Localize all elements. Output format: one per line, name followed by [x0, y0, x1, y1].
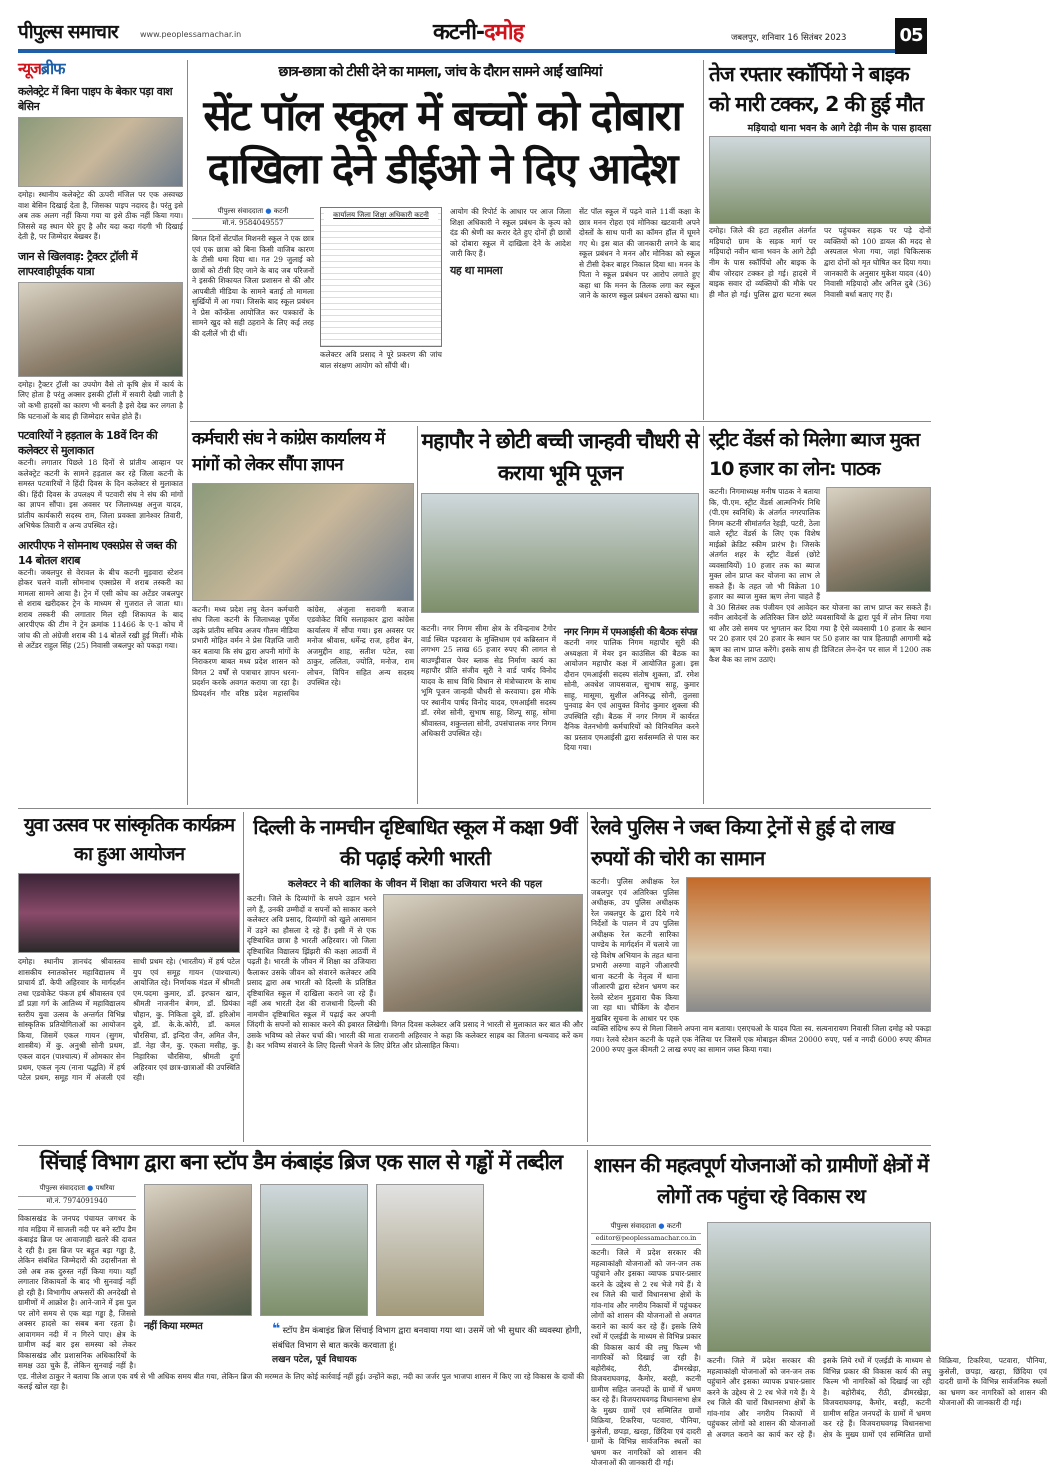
- yuva-headline: युवा उत्सव पर सांस्कृतिक कार्यक्रम का हुआ आयोजन: [23, 815, 235, 865]
- shasan-headline: शासन की महत्वपूर्ण योजनाओं को ग्रामीणों क्षेत्रों में लोगों तक पहुंचा रहे विकास रथ: [593, 1153, 929, 1208]
- quote-icon: ❝: [272, 1321, 281, 1338]
- vendors-headline: स्ट्रीट वेंडर्स को मिलेगा ब्याज मुक्त 10 हजार का लोन: पाठक: [709, 429, 920, 480]
- editor-email[interactable]: editor@peoplessamachar.co.in: [591, 1234, 701, 1245]
- delhi-text: कटनी। जिले के दिव्यांगों के सपने उड़ान भरने लगे हैं, उनकी उम्मीदों व सपनों को साकार करने कलेक्टर अवि प्रसाद, दिव्यांगों को खुले आसमान में उड़ने का हौसला दे रहे हैं। इसी में से एक दृष्टिबाधित छात्रा है भारती अहिरवार। जो जिला दृष्टिबाधित विद्यालय झिंझरी की कक्षा आठवीं में पढ़ती है। भारती के जीवन में शिक्षा का उजियारा फैलाकर उसके जीवन को संवारने कलेक्टर अवि प्रसाद द्वारा अब भारती को दिल्ली के प्रतिष्ठित दृष्टिबाधित स्कूल में दाखिला कराने जा रहे हैं। नहीं अब भारती देश की राजधानी दिल्ली की नामचीन दृष्टिबाधित स्कूल में पढ़ाई कर अपनी जिंदगी के सपनों को साकार करने की इबारत लिखेगी। विगत दिवस कलेक्टर अवि प्रसाद ने भारती से मुलाकात कर बात की और उसके भविष्य को लेकर चर्चा की। भारती की माता राजरानी अहिरवार ने कहा कि कलेक्टर साहब का जितना धन्यवाद करें कम है। कर भविष्य संवारने के लिए दिल्ली भेजने के लिए प्रेरित और प्रोत्साहित किया।: [247, 894, 583, 1051]
- lead-text-part: सेंट पॉल स्कूल में पढ़ने वाले 11वीं कक्षा के छात्र मनन रोहरा एवं मोनिका खटवानी अपने दोस्तों के साथ पानी का कॉमन हॉल में घूमने गए थे। इस बात की जानकारी लगने के बाद स्कूल प्रबंधन ने मनन और मोनिका को स्कूल से टीसी देकर बाहर निकाल दिया था। मनन के पिता ने स्कूल प्रबंधन पर आरोप लगाते हुए कहा था कि मनन के तिलक लगा कर स्कूल जाने के कारण स्कूल प्रबंधन उसको खफा था।: [579, 207, 700, 301]
- scorpio-story: [709, 60, 931, 418]
- railway-article: [591, 877, 931, 1137]
- lead-story: [192, 207, 700, 417]
- scorpio-headline: तेज रफ्तार स्कॉर्पियो ने बाइक को मारी टक्कर, 2 की हुई मौत: [709, 62, 924, 116]
- accident-photo: [709, 136, 931, 224]
- damaged-bridge-photo-1: [144, 1184, 252, 1316]
- section-damoh: दमोह: [484, 20, 524, 45]
- brief-text: दमोह। ट्रैक्टर ट्रॉली का उपयोग वैसे तो कृषि क्षेत्र में कार्य के लिए होता है परंतु अक्सर इसकी ट्रॉली में सवारी देखी जाती है जो कभी हादसों का कारण भी बनती है इसे देख कर लगता है कि घटनाओं के बाद ही जिम्मेदार सचेत होते हैं।: [18, 379, 183, 421]
- shasan-text-part: कटनी। जिले में प्रदेश सरकार की महत्वाकांक्षी योजनाओं को जन-जन तक पहुंचाने और इसका व्यापक प्रचार-प्रसार करने के उद्देश्य से 2 रथ भेजे गये हैं। ये रथ जिले की चारों विधानसभा क्षेत्रों के गांव-गांव और नगरीय निकायों में पहुंचकर लोगों को शासन की योजनाओं से अवगत कराने का कार्य कर रहे हैं। इसके लिये रथों में एलईडी के माध्यम से विभिन्न प्रकार की विकास कार्य की लघु फिल्म भी नागरिकों को दिखाई जा रही है। बहोरीबंद, रीठी, ढीमरखेड़ा, विजयराघवगढ़, कैमोर, बरही, कटनी ग्रामीण सहित जनपदों के ग्रामों में भ्रमण कर रहे हैं। विजयराघवगढ़ विधानसभा क्षेत्र के मुख्य ग्रामों एवं सम्मिलित ग्रामों विक्रिया, टिकरिया, पटवारा, पौनिया, कुसेली, छपड़ा, खरहा, छिंदिया एवं दादरी ग्रामों के विभिन्न सार्वजनिक स्थलों का भ्रमण कर नागरिकों को शासन की योजनाओं की जानकारी दी गई।: [707, 1356, 1047, 1439]
- railway-headline: रेलवे पुलिस ने जब्त किया ट्रेनों से हुई दो लाख रुपयों की चोरी का सामान: [591, 815, 894, 870]
- quote-author: लखन पटेल, पूर्व विधायक: [272, 1355, 357, 1366]
- tractor-trolley-photo: [18, 282, 183, 377]
- manish-pathak-photo: [826, 487, 931, 592]
- bhoomi-pujan-photo: [421, 493, 699, 613]
- wash-basin-photo: [18, 117, 183, 187]
- website-link[interactable]: www.peoplessamachar.in: [140, 30, 242, 39]
- karmchari-headline: कर्मचारी संघ ने कांग्रेस कार्यालय में मांगों को लेकर सौंपा ज्ञापन: [192, 429, 385, 476]
- delhi-subheadline: कलेक्टर ने की बालिका के जीवन में शिक्षा का उजियारा भरने की पहल: [287, 879, 543, 890]
- column-divider: [243, 812, 244, 1142]
- karmchari-text: कटनी। मध्य प्रदेश लघु वेतन कर्मचारी संघ जिला कटनी के जिलाध्यक्ष पूर्णेश उइके प्रांतीय सचिव अजय गौतम मीडिया प्रभारी मोहित वर्मन ने प्रेस विज्ञप्ति जारी कर बताया कि संघ द्वारा अपनी मांगों के निराकरण बाबत मध्य प्रदेश शासन को विगत 2 वर्षों से पत्राचार ज्ञापन धरना-प्रदर्शन करके अवगत कराया जा रहा है। प्रियदर्शन गौर वरिष्ठ प्रदेश महासचिव कांग्रेस, अंजुला सरावगी बजाज एडवोकेट विधि सलाहकार द्वारा कांग्रेस कार्यालय में सौंपा गया। इस अवसर पर मनोज श्रीवास, धर्मेन्द्र राज, हरीश बेन, अजमुद्दीन शाह, सतीश पटेल, रवा ठाकुर, ललिता, ज्योति, मनोज, राम लोचन, विपिन सहित अन्य सदस्य उपस्थित रहे।: [192, 604, 414, 698]
- page-number: 05: [895, 18, 927, 54]
- brief-text: कटनी। लगातार पिछले 18 दिनों से प्रांतीय आव्हान पर कलेक्ट्रेट कटनी के सामने हड़ताल कर रहे जिला कटनी के समस्त पटवारियों ने हिंदी दिवस के दिन कलेक्टर से मुलाकात की। हिंदी दिवस के उपलक्ष्य में पटवारी संघ ने संघ की मांगों का ज्ञापन सौंपा। इस अवसर पर जिलाध्यक्ष अनुज यादव, प्रांतीय कार्यकारी सदस्य राम, जिला प्रवक्ता ज्ञानेश्वर तिवारी, अभिषेक तिवारी व अन्य उपस्थित रहे।: [18, 458, 183, 531]
- delhi-article: [247, 894, 583, 1128]
- delhi-headline: दिल्ली के नामचीन दृष्टिबाधित स्कूल में कक्षा 9वीं की पढ़ाई करेगी भारती: [253, 815, 577, 870]
- yuva-utsav-photo: [18, 873, 240, 953]
- lead-kicker: छात्र-छात्रा को टीसी देने का मामला, जांच के दौरान सामने आईं खामियां: [278, 64, 602, 80]
- news-brief-column: [18, 60, 183, 805]
- dateline: जबलपुर, शनिवार 16 सितंबर 2023: [731, 33, 847, 43]
- sinchai-text: विकासखंड के जनपद पंचायत जगथर के गांव मड़िया में साजली नदी पर बने स्टॉप डैम कंबाइंड ब्रिज पर आवाजाही खतरे की दावत दे रही है। इस ब्रिज पर बहुत बड़ा गड्ढा है, लेकिन संबंधित जिम्मेदारों की उदासीनता से उसे अब तक दुरुस्त नहीं किया गया। यहाँ लगातार शिकायतों के बाद भी सुनवाई नहीं हो रही है। विभागीय अफसरों की अनदेखी से ग्रामीणों में आक्रोश है। आने-जाने में इस पुल पर लोगे समय से एक बड़ा गड्ढा है, जिससे अक्सर हादसे का सबब बना रहता है। आवागमन नदी में न गिरने पाए। क्षेत्र के ग्रामीण कई बार इस समस्या को लेकर विकासखंड और प्रशासनिक अधिकारियों के समक्ष उठा चुके हैं, लेकिन सुनवाई नहीं है। एड. नीलेश ठाकुर ने बताया कि आज एक वर्ष से भी अधिक समय बीत गया, लेकिन ब्रिज की मरम्मत के लिए कोई कार्रवाई नहीं हुई। उन्होंने कहा, नदी का जर्जर पुल भाजपा शासन में किए जा रहे विकास के दावों की कलई खोल रहा है।: [18, 1214, 584, 1392]
- sinchai-media: [144, 1184, 584, 1367]
- shasan-story: [591, 1150, 1047, 1468]
- brief-headline: पटवारियों ने हड़ताल के 18वें दिन की कलेक्टर से मुलाकात: [18, 429, 158, 458]
- brief-headline: जान से खिलवाड़: ट्रैक्टर ट्रॉली में लापरवाहीपूर्वक यात्रा: [18, 249, 138, 278]
- document-title: कार्यालय जिला शिक्षा अधिकारी कटनी: [324, 211, 438, 220]
- lead-headline: सेंट पॉल स्कूल में बच्चों को दोबारा दाखिला देने डीईओ ने दिए आदेश: [203, 91, 681, 193]
- karmchari-story: [192, 426, 414, 804]
- sinchai-headline: सिंचाई विभाग द्वारा बना स्टॉप डैम कंबाइंड ब्रिज एक साल से गड्ढों में तब्दील: [39, 1150, 563, 1174]
- vendors-text: कटनी। निगमाध्यक्ष मनीष पाठक ने बताया कि, पी.एम. स्ट्रीट वेंडर्स आत्मनिर्भर निधि (पी.एम स्वनिधि) के अंतर्गत नगरपालिक निगम कटनी सीमांतर्गत रेहड़ी, पटरी, ठेला वाले स्ट्रीट वेंडर्स के लिए एक विशेष माईक्रो क्रेडिट स्कीम प्रारंभ है। जिसके अंतर्गत शहर के स्ट्रीट वेंडर्स (छोटे व्यवसायियों) 10 हजार तक का ब्याज मुक्त लोन प्राप्त कर योजना का लाभ ले सकते हैं। के तहत जो भी विक्रेता 10 हजार का ब्याज मुक्त ऋण लेना चाहते हैं वे 30 सितंबर तक पंजीयन एवं आवेदन कर योजना का लाभ प्राप्त कर सकते हैं। नवीन आवेदनों के अतिरिक्त जिन छोटे व्यवसायियों के द्वारा पूर्व में लोन लिया गया था और उसे समय पर भुगतान कर दिया गया है ऐसे व्यवसायी 10 हजार के स्थान पर 20 हजार एवं 20 हजार के स्थान पर 50 हजार का पात्र हितग्राही आगामी बढ़े ऋण का लाभ प्राप्त करेंगे। इसके साथ ही डिजिटल लेन-देन पर साल में 1200 तक कैश बैक का लाभ उठाएं।: [709, 487, 931, 665]
- delhi-story: [247, 812, 583, 1142]
- railway-story: [591, 812, 931, 1142]
- mic-subhead: नगर निगम में एमआईसी की बैठक संपन्न: [564, 627, 697, 638]
- quote-box: [272, 1320, 584, 1367]
- bridge-road-photo: [260, 1184, 368, 1316]
- row-divider: [190, 421, 931, 422]
- place: कटनी: [273, 207, 289, 215]
- section-title: [433, 20, 523, 45]
- column-divider: [703, 426, 704, 804]
- sinchai-article: [18, 1184, 584, 1436]
- brief-headline: कलेक्ट्रेट में बिना पाइप के बेकार पड़ा वाश बेसिन: [18, 85, 173, 114]
- brief-text: कटनी। जबलपुर से वेरावल के बीच कटनी मुड़वारा स्टेशन होकर चलने वाली सोमनाथ एक्सप्रेस में शराब तस्करी का मामला सामने आया है। ट्रेन में एसी कोच का अटेंडर जबलपुर से शराब खरीदकर ट्रेन के माध्यम से गुजरात ले जाता था। शराब तस्करी की लगातार मिल रही शिकायत के बाद आरपीएफ की टीम ने ट्रेन क्रमांक 11466 के ए-1 कोच में जांच की तो अंग्रेजी शराब की 14 बोतलें रखी हुई मिलीं। मौके से अटेंडर राहुल सिंह (25) निवासी जबलपुर को पकड़ा गया।: [18, 567, 183, 651]
- brief-text: दमोह। स्थानीय कलेक्ट्रेट की ऊपरी मंजिल पर एक अस्वच्छ वाश बेसिन दिखाई देता है, जिसका पाइप नदारद है। परंतु इसे अब तक अलग नहीं किया गया या इसे ठीक नहीं किया गया। जिससे वह स्थान घेरे हुए है और यदा कदा गंदगी भी दिखाई देती है, पर जिम्मेदार बेखबर हैं।: [18, 190, 183, 242]
- shasan-text: कटनी। जिले में प्रदेश सरकार की महत्वाकांक्षी योजनाओं को जन-जन तक पहुंचाने और इसका व्यापक प्रचार-प्रसार करने के उद्देश्य से 2 रथ भेजे गये हैं। ये रथ जिले की चारों विधानसभा क्षेत्रों के गांव-गांव और नगरीय निकायों में पहुंचकर लोगों को शासन की योजनाओं से अवगत कराने का कार्य कर रहे हैं। इसके लिये रथों में एलईडी के माध्यम से विभिन्न प्रकार की विकास कार्य की लघु फिल्म भी नागरिकों को दिखाई जा रही है। बहोरीबंद, रीठी, ढीमरखेड़ा, विजयराघवगढ़, कैमोर, बरही, कटनी ग्रामीण सहित जनपदों के ग्रामों में भ्रमण कर रहे हैं। विजयराघवगढ़ विधानसभा क्षेत्र के मुख्य ग्रामों एवं सम्मिलित ग्रामों विक्रिया, टिकरिया, पटवारा, पौनिया, कुसेली, छपड़ा, खरहा, छिंदिया एवं दादरी ग्रामों के विभिन्न सार्वजनिक स्थलों का भ्रमण कर नागरिकों को शासन की योजनाओं की जानकारी दी गई।: [591, 1248, 701, 1468]
- lead-text: [450, 207, 700, 417]
- news-brief-title: [18, 60, 183, 78]
- column-divider: [587, 1150, 588, 1442]
- reporter-phone: मो.नं. 7974091940: [18, 1197, 136, 1210]
- yuva-text: दमोह। स्थानीय ज्ञानचंद श्रीवास्तव शासकीय स्नातकोत्तर महाविद्यालय में प्राचार्य डॉ. केपी अहिरवार के मार्गदर्शन तथा एडवोकेट पंकज हर्ष श्रीवास्तव एवं डॉ प्रज्ञा गर्ग के आतिथ्य में महाविद्यालय स्तरीय युवा उत्सव के अन्तर्गत विभिन्न सांस्कृतिक प्रतियोगिताओं का आयोजन किया, जिसमें एकल गायन (सुगम, शास्त्रीय) में कु. अनुश्री सोनी प्रथम, एकल वादन (पाश्चात्य) में ओमकार सेन प्रथम, एकल नृत्य (नाना पद्धति) में हर्ष पटेल प्रथम, समूह गान में अंजली एवं साथी प्रथम रहे। (भारतीय) में हर्ष पटेल युप एवं समूह गायन (पाश्चात्य) आयोजित रहे। निर्णायक मंडल में श्रीमती एम.पदमा कुमार, डॉ. इरफान खान, श्रीमती नाजनीन बेगम, डॉ. प्रियंका चौहान, कु. निकिता दुबे, डॉ. हरिओम दुबे, डॉ. के.के.कोरी, डॉ. कमल चौरसिया, डॉ. इन्दिरा जैन, अमित जैन, डॉ. नेहा जैन, कु. एकता मसीह, कु. निहारिका चौरसिया, श्रीमती दुर्गा अहिरवार एवं छात्र-छात्राओं की उपस्थिति रही।: [18, 957, 240, 1083]
- railway-text: कटनी। पुलिस अधीक्षक रेल जबलपुर एवं अतिरिक्त पुलिस अधीक्षक, उप पुलिस अधीक्षक रेल जबलपुर के द्वारा दिये गये निर्देशों के पालन में उप पुलिस अधीक्षक रेल कटनी सारिका पाण्डेय के मार्गदर्शन में चलाये जा रहे विशेष अभियान के तहत थाना प्रभारी अरुणा वाहने जीआरपी थाना कटनी के नेतृत्व में थाना जीआरपी द्वारा स्टेशन भ्रमण कर रेलवे स्टेशन मुड़वारा चैक किया जा रहा था। चौकिंग के दौरान मुखबिर सूचना के आधार पर एक व्यक्ति संदिग्ध रूप से मिला जिसने अपना नाम बताया। एसएचओ के यादव पिता स्व. सत्यनारायण निवासी जिला दमोह को पकड़ा गया। रेलवे स्टेशन कटनी के पहले एक नेलिया पर जिसमें एक मोबाइल कीमत 20000 रुपए, पर्स व नगदी 6000 रुपए कीमत 2000 रुपए कुल कीमती 2 लाख रुपए का सामान जब्त किया गया।: [591, 877, 931, 1055]
- lead-text-part: आयोग की रिपोर्ट के आधार पर आज जिला शिक्षा अधिकारी ने स्कूल प्रबंधन के कृत्य को दंड की श्रेणी का करार देते हुए दोनों ही छात्रों को दोबारा स्कूल में दाखिला देने के आदेश जारी किए हैं।: [450, 207, 571, 259]
- mahapaur-story: [421, 426, 699, 804]
- mahapaur-headline: महापौर ने छोटी बच्ची जान्हवी चौधरी से कराया भूमि पूजन: [421, 429, 699, 485]
- memorandum-photo: [192, 483, 414, 601]
- column-divider: [417, 426, 418, 804]
- reporter-phone: मो.नं. 9584049557: [192, 219, 314, 231]
- lead-subhead: यह था मामला: [450, 263, 503, 277]
- lead-byline: पीपुल्स संवाददाता ● कटनी: [192, 207, 314, 219]
- quote-text: स्टॉप डैम कंबाइंड ब्रिज सिंचाई विभाग द्वारा बनवाया गया था। उसमें जो भी सुधार की व्यवस्था होगी, संबंधित विभाग से बात करके करवाता हूं।: [272, 1326, 582, 1352]
- reporter: पीपुल्स संवाददाता: [217, 207, 264, 215]
- sinchai-story: [18, 1150, 584, 1442]
- brief-title-a: न्यूज: [18, 59, 41, 78]
- mahapaur-text: कटनी। नगर निगम सीमा क्षेत्र के रविन्द्रनाथ टैगोर वार्ड स्थित पड़रवारा के मुक्तिधाम एवं कब्रिस्तान में लगभग 25 लाख 65 हजार रुपए की लागत से बाउण्ड्रीवाल पेवर ब्लाक सेड निर्माण कार्य का महापौर प्रीति संजीव सूरी ने वार्ड पार्षद विनोद यादव के साथ विधि विधान से मंत्रोच्चारण के साथ भूमि पूजन जान्हवी चौधरी से करवाया। इस मौके पर स्थानीय पार्षद विनोद यादव, एमआईसी सदस्य डॉ. रमेश सोनी, सुभाष साहू, शिल्पू साहू, सोमा श्रीवास्तव, शकुन्तला सोनी, उपसंचालक नगर निगम अधिकारी उपस्थित रहे।: [421, 624, 556, 739]
- railway-police-photo: [686, 877, 931, 1012]
- place: कटनी: [666, 1222, 682, 1230]
- sinchai-subhead: नहीं किया मरम्मत: [144, 1321, 203, 1333]
- column-divider: [703, 60, 704, 420]
- brief-headline: आरपीएफ ने सोमनाथ एक्सप्रेस से जब्त की 14 बोतल शराब: [18, 538, 177, 567]
- reporter: पीपुल्स संवाददाता: [610, 1222, 657, 1230]
- column-divider: [587, 812, 588, 1142]
- shasan-byline: पीपुल्स संवाददाता ● कटनी: [591, 1222, 701, 1234]
- yuva-story: [18, 812, 240, 1142]
- vikas-rath-photo: [707, 1222, 931, 1352]
- deo-order-document: [320, 207, 442, 347]
- row-divider: [18, 1145, 931, 1146]
- reporter: पीपुल्स संवाददाता: [39, 1184, 85, 1193]
- place: पथरिया: [95, 1184, 115, 1193]
- newspaper-logo: पीपुल्स समाचार: [18, 21, 118, 43]
- sinchai-byline: पीपुल्स संवाददाता ● पथरिया: [18, 1184, 136, 1197]
- damaged-bridge-photo-2: [376, 1184, 484, 1316]
- header-rule: [18, 49, 895, 53]
- lead-text: बिगत दिनों सेंटपॉल मिशनरी स्कूल ने एक छात्र एवं एक छात्रा को बिना किसी वाजिब कारण के टीसी थमा दिया था। गत 29 जुलाई को छात्रों को टीसी दिए जाने के बाद जब परिजनों ने इसकी शिकायत जिला प्रशासन से की और आपबीती मीडिया के सामने बताई तो मामला सुर्खियों में आ गया। जिसके बाद स्कूल प्रबंधन ने प्रेस कॉन्फ्रेंस आयोजित कर पत्रकारों के सामने खुद को सही ठहराने के लिए कई तरह की दलीलें भी दी थीं।: [192, 234, 314, 338]
- vendors-story: [709, 426, 931, 804]
- scorpio-subheadline: मड़ियादो थाना भवन के आगे टेढ़ी नीम के पास हादसा: [747, 123, 931, 135]
- scorpio-text: दमोह। जिले की हटा तहसील अंतर्गत मड़ियादो ग्राम के सड़क मार्ग पर मड़ियादो नवीन थाना भवन के आगे टेढ़ी नीम के पास स्कॉर्पियो और बाइक के बीच जोरदार टक्कर हो गई। हादसे में बाइक सवार दो व्यक्तियों की मौके पर ही मौत हो गई। पुलिस द्वारा घटना स्थल पर पहुंचकर सड़क पर पड़े दोनों व्यक्तियों को 100 डायल की मदद से अस्पताल भेजा गया, जहां चिकित्सक द्वारा दोनों को मृत घोषित कर दिया गया। जानकारी के अनुसार मुकेश यादव (40) निवासी मड़ियादो और अनिल दुबे (36) निवासी बर्धा बताए गए हैं।: [709, 226, 931, 299]
- row-divider: [18, 808, 931, 809]
- brief-title-b: ब्रीफ: [40, 59, 65, 78]
- mic-text: कटनी नगर पालिक निगम महापौर सूरी की अध्यक्षता में मेयर इन काउंसिल की बैठक का आयोजन महापौर कक्ष में आयोजित हुआ। इस दौरान एमआईसी सदस्य संतोष शुक्ला, डॉ. रमेश सोनी, अवधेश जायसवाल, सुभाष साहू, कुमार साहू, मासूमा, सुशील अनिरुद्ध सोनी, तुलसा पुनवाड़ बेन एवं आयुक्त विनोद कुमार शुक्ला की उपस्थिति रही। बैठक में नगर निगम में कार्यरत दैनिक वेतनभोगी कर्मचारियों को विनियमित करने का प्रस्ताव एमआईसी द्वारा सर्वसम्मति से पास कर दिया गया।: [564, 638, 699, 753]
- document-caption: कलेक्टर अवि प्रसाद ने पूरे प्रकरण की जांच बाल संरक्षण आयोग को सौंपी थी।: [320, 350, 442, 370]
- section-katni: कटनी-: [433, 20, 485, 45]
- shasan-text-cont: [707, 1356, 1047, 1442]
- vendors-article: [709, 487, 931, 787]
- column-divider: [187, 60, 188, 805]
- bharti-photo: [383, 894, 583, 1012]
